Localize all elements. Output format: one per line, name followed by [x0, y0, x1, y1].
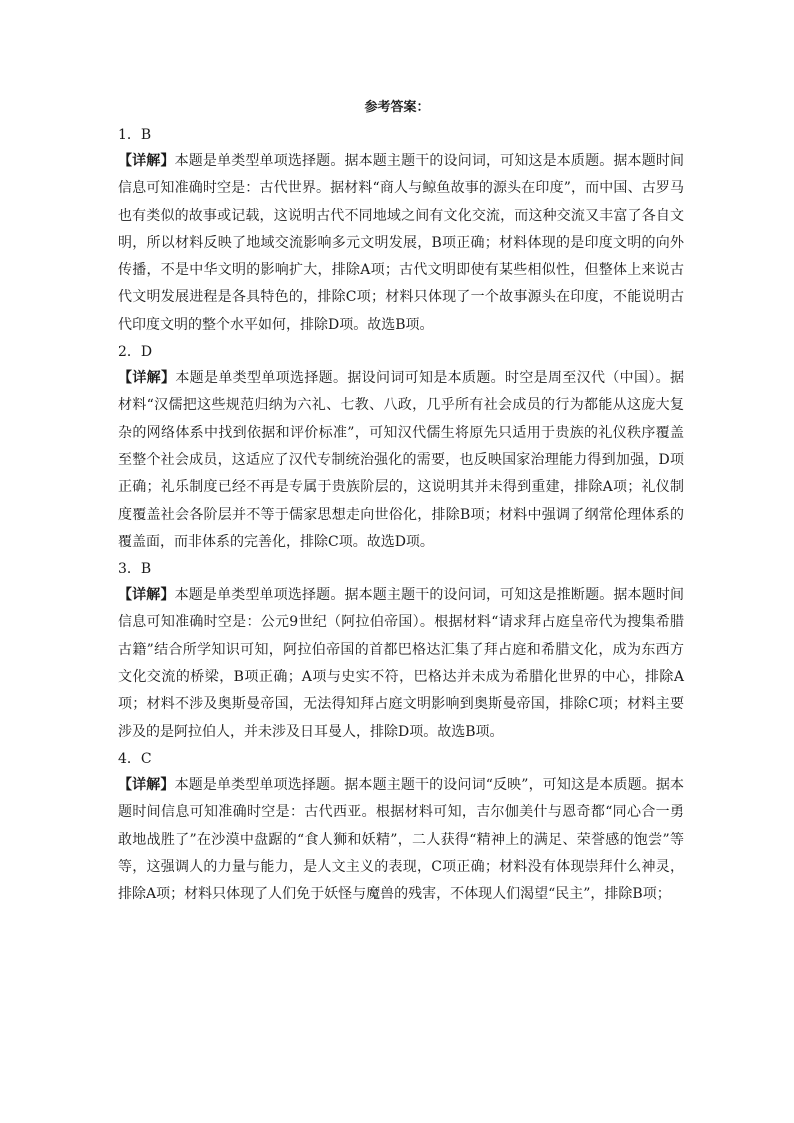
- explanation-label: 【详解】: [118, 776, 175, 793]
- answer-item-1: [118, 122, 684, 339]
- explanation-paragraph: [118, 772, 684, 908]
- answer-item-2: [118, 339, 684, 556]
- explanation-label: 【详解】: [118, 587, 175, 604]
- explanation-paragraph: [118, 148, 684, 339]
- answer-item-4: [118, 746, 684, 908]
- explanation-label: 【详解】: [118, 370, 176, 387]
- explanation-label: 【详解】: [118, 153, 175, 169]
- answer-item-3: [118, 556, 684, 746]
- explanation-paragraph: [118, 365, 684, 556]
- explanation-text: 本题是单类型单项选择题。据本题主题干的设问词，可知这是本质题。据本题时间信息可知准确时空是：古代世界。据材料“商人与鲸鱼故事的源头在印度”，而中国、古罗马也有类似的故事或记载，这说明古代不同地域之间有文化交流，而这种交流又丰富了各自文明，所以材料反映了地域交流影响多元文明发展，B项正确；材料体现的是印度文明的向外传播，不是中华文明的影响扩大，排除A项；古代文明即使有某些相似性，但整体上来说古代文明发展进程是各具特色的，排除C项；材料只体现了一个故事源头在印度，不能说明古代印度文明的整个水平如何，排除D项。故选B项。: [118, 153, 685, 333]
- page-title: 参考答案：: [364, 100, 430, 115]
- question-number: 4．C: [118, 750, 152, 767]
- question-number: 1．B: [118, 127, 152, 143]
- answer-list: [118, 122, 684, 908]
- explanation-text: 本题是单类型单项选择题。据设问词可知是本质题。时空是周至汉代（中国）。据材料“汉儒把这些规范归纳为六礼、七教、八政，几乎所有社会成员的行为都能从这庞大复杂的网络体系中找到依据和评价标准”，可知汉代儒生将原先只适用于贵族的礼仪秩序覆盖至整个社会成员，这适应了汉代专制统治强化的需要，也反映国家治理能力得到加强，D项正确；礼乐制度已经不再是专属于贵族阶层的，这说明其并未得到重建，排除A项；礼仪制度覆盖社会各阶层并不等于儒家思想走向世俗化，排除B项；材料中强调了纲常伦理体系的覆盖面，而非体系的完善化，排除C项。故选D项。: [118, 370, 685, 550]
- explanation-text: 本题是单类型单项选择题。据本题主题干的设问词，可知这是推断题。据本题时间信息可知准确时空是：公元9世纪（阿拉伯帝国）。根据材料“请求拜占庭皇帝代为搜集希腊古籍”结合所学知识可知，阿拉伯帝国的首都巴格达汇集了拜占庭和希腊文化，成为东西方文化交流的桥梁，B项正确；A项与史实不符，巴格达并未成为希腊化世界的中心，排除A项；材料不涉及奥斯曼帝国，无法得知拜占庭文明影响到奥斯曼帝国，排除C项；材料主要涉及的是阿拉伯人，并未涉及日耳曼人，排除D项。故选B项。: [118, 587, 685, 740]
- question-number: 3．B: [118, 561, 152, 578]
- question-number: 2．D: [118, 344, 153, 361]
- explanation-paragraph: [118, 582, 684, 746]
- explanation-text: 本题是单类型单项选择题。据本题主题干的设问词“反映”，可知这是本质题。据本题时间信息可知准确时空是：古代西亚。根据材料可知，吉尔伽美什与恩奇都“同心合一勇敢地战胜了”在沙漠中盘踞的“食人狮和妖精”，二人获得“精神上的满足、荣誉感的饱尝”等等，这强调人的力量与能力，是人文主义的表现，C项正确；材料没有体现崇拜什么神灵，排除A项；材料只体现了人们免于妖怪与魔兽的残害，不体现人们渴望“民主”，排除B项；: [118, 776, 685, 903]
